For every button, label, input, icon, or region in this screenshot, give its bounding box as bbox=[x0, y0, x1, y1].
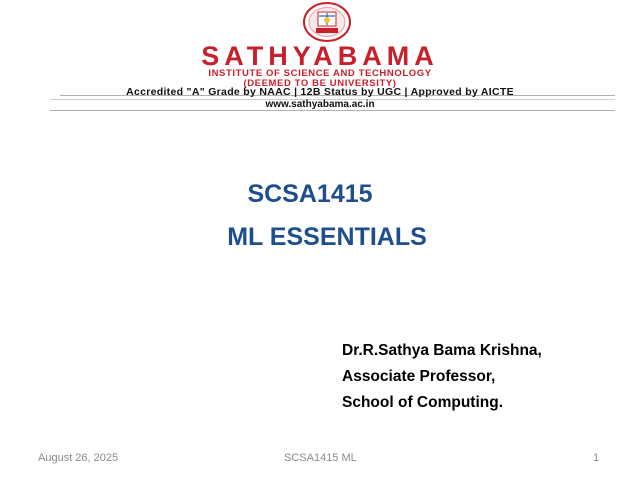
author-name: Dr.R.Sathya Bama Krishna, bbox=[342, 342, 542, 359]
footer-course: SCSA1415 ML bbox=[284, 452, 357, 464]
institution-status: (DEEMED TO BE UNIVERSITY) bbox=[243, 78, 397, 89]
header-divider bbox=[50, 110, 615, 111]
institution-name: SATHYABAMA bbox=[201, 41, 439, 71]
course-title: ML ESSENTIALS bbox=[227, 223, 427, 251]
course-code: SCSA1415 bbox=[247, 180, 373, 208]
accreditation-text: Accredited "A" Grade by NAAC | 12B Status by UGC | Approved by AICTE bbox=[126, 86, 514, 98]
website-link[interactable]: www.sathyabama.ac.in bbox=[265, 99, 375, 110]
slide-number: 1 bbox=[593, 452, 600, 464]
university-seal-icon bbox=[302, 2, 352, 42]
institution-header bbox=[0, 0, 640, 120]
author-department: School of Computing. bbox=[342, 394, 504, 411]
footer-date: August 26, 2025 bbox=[38, 452, 119, 464]
author-block bbox=[342, 338, 542, 416]
author-role: Associate Professor, bbox=[342, 368, 496, 385]
institution-subtitle: INSTITUTE OF SCIENCE AND TECHNOLOGY bbox=[208, 68, 432, 79]
